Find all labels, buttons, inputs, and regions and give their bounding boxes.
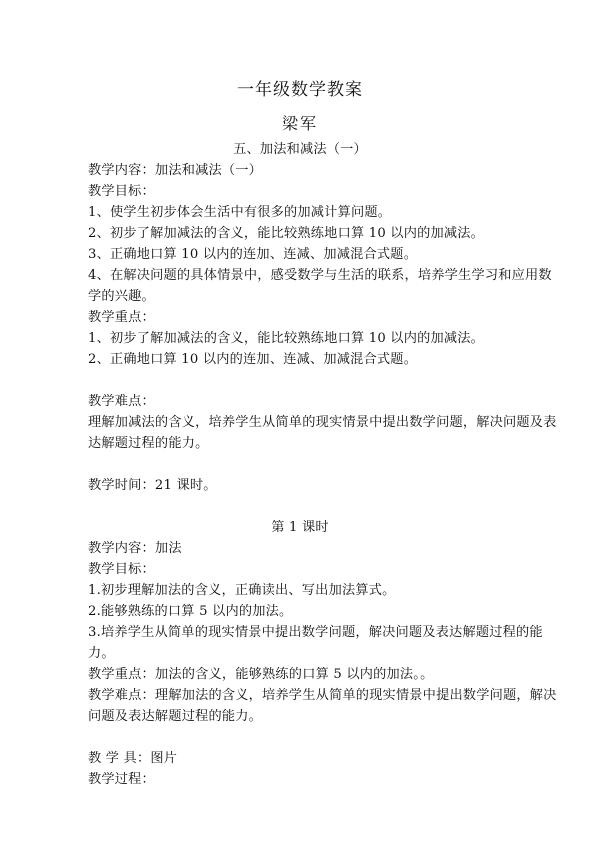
unit-difficulty-text: 理解加减法的含义，培养学生从简单的现实情景中提出数学问题，解决问题及表 [88, 415, 557, 430]
author-name: 梁军 [281, 114, 318, 133]
lesson-heading: 第 1 课时 [271, 520, 329, 535]
unit-goal-item: 1、使学生初步体会生活中有很多的加减计算问题。 [88, 205, 392, 220]
lesson-goal-item: 3.培养学生从简单的现实情景中提出数学问题，解决问题及表达解题过程的能 [88, 625, 543, 640]
document-title: 一年级数学教案 [237, 80, 363, 100]
unit-difficulty-label: 教学难点： [88, 394, 155, 409]
lesson-difficulty: 教学难点：理解加法的含义，培养学生从简单的现实情景中提出数学问题，解决 [88, 688, 557, 703]
unit-goal-item: 2、初步了解加减法的含义，能比较熟练地口算 10 以内的加减法。 [88, 226, 485, 241]
lesson-goal-item-continued: 力。 [88, 646, 115, 661]
lesson-content: 教学内容：加法 [88, 541, 182, 556]
unit-key-label: 教学重点： [88, 310, 155, 325]
unit-key-point: 2、正确地口算 10 以内的连加、连减、加减混合式题。 [88, 352, 418, 367]
unit-heading: 五、加法和减法（一） [233, 142, 367, 157]
lesson-goal-item: 1.初步理解加法的含义，正确读出、写出加法算式。 [88, 583, 396, 598]
lesson-goal-item: 2.能够熟练的口算 5 以内的加法。 [88, 604, 293, 619]
unit-difficulty-text-continued: 达解题过程的能力。 [88, 436, 209, 451]
lesson-goals-label: 教学目标： [88, 562, 155, 577]
lesson-process-label: 教学过程： [88, 772, 155, 787]
unit-goal-item: 3、正确地口算 10 以内的连加、连减、加减混合式题。 [88, 247, 418, 262]
unit-goals-label: 教学目标： [88, 184, 155, 199]
unit-goal-item-continued: 学的兴趣。 [88, 289, 155, 304]
lesson-key-point: 教学重点：加法的含义，能够熟练的口算 5 以内的加法。。 [88, 667, 434, 682]
unit-goal-item: 4、在解决问题的具体情景中，感受数学与生活的联系，培养学生学习和应用数 [88, 268, 552, 283]
unit-key-point: 1、初步了解加减法的含义，能比较熟练地口算 10 以内的加减法。 [88, 331, 485, 346]
lesson-difficulty-continued: 问题及表达解题过程的能力。 [88, 709, 263, 724]
lesson-teaching-tools: 教 学 具：图片 [88, 751, 178, 766]
unit-teaching-time: 教学时间：21 课时。 [88, 478, 217, 493]
unit-content: 教学内容：加法和减法（一） [88, 163, 263, 178]
